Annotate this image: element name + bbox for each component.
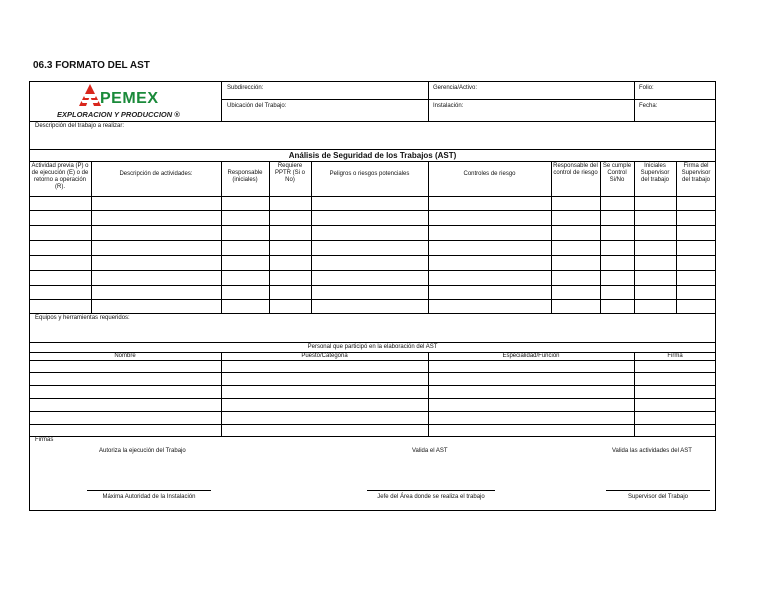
signature-line xyxy=(606,490,710,491)
pemex-logo-icon xyxy=(79,84,101,108)
header-row-divider xyxy=(221,99,716,100)
section-divider xyxy=(29,436,716,437)
header-bottom-divider xyxy=(29,121,716,122)
column-divider xyxy=(91,161,92,313)
column-divider xyxy=(600,161,601,313)
table-row xyxy=(29,385,716,386)
supervisor-label: Supervisor del Trabajo xyxy=(627,494,689,500)
table-row xyxy=(29,240,716,241)
column-header-peligros: Peligros o riesgos potenciales xyxy=(329,171,410,177)
column-divider xyxy=(428,161,429,313)
section-divider xyxy=(29,161,716,162)
personal-header-firma: Firma xyxy=(667,353,683,359)
table-row xyxy=(29,285,716,286)
valida-ast-label: Valida el AST xyxy=(412,448,448,454)
table-row xyxy=(29,210,716,211)
equipos-label: Equipos y herramientas requeridos: xyxy=(35,315,130,321)
table-row xyxy=(29,372,716,373)
ubicacion-label: Ubicación del Trabajo: xyxy=(227,103,287,109)
column-header-actividad: Actividad previa (P) o de ejecución (E) o de retorno a operación (R). xyxy=(31,163,89,190)
table-row xyxy=(29,411,716,412)
subdireccion-label: Subdirección: xyxy=(227,85,264,91)
column-header-se-cumple: Se cumple Control Si/No xyxy=(602,163,632,183)
column-header-firma: Firma del Supervisor del trabajo xyxy=(681,163,711,183)
personal-header-nombre: Nombre xyxy=(114,353,136,359)
table-row xyxy=(29,424,716,425)
descripcion-label: Descripción del trabajo a realizar: xyxy=(35,123,125,129)
signature-line xyxy=(87,490,211,491)
personal-header-especialidad: Especialidad/Función xyxy=(502,353,560,359)
section-divider xyxy=(29,342,716,343)
column-header-controles: Controles de riesgo xyxy=(463,171,516,177)
pemex-subtitle: EXPLORACION Y PRODUCCION ® xyxy=(57,110,180,119)
table-row xyxy=(29,270,716,271)
document-title: 06.3 FORMATO DEL AST xyxy=(33,60,150,71)
fecha-label: Fecha: xyxy=(639,103,658,109)
table-row xyxy=(29,398,716,399)
header-divider xyxy=(428,81,429,121)
header-divider xyxy=(634,81,635,121)
column-header-responsable: Responsable (iniciales) xyxy=(227,170,263,183)
gerencia-label: Gerencia/Activo: xyxy=(433,85,478,91)
instalacion-label: Instalación: xyxy=(433,103,464,109)
column-header-pptr: Requiere PPTR (Si o No) xyxy=(274,163,305,183)
column-divider xyxy=(311,161,312,313)
ast-form-frame xyxy=(29,81,716,511)
jefe-area-label: Jefe del Área donde se realiza el trabajo xyxy=(377,494,485,500)
column-divider xyxy=(221,161,222,313)
table-row xyxy=(29,360,716,361)
table-row xyxy=(29,313,716,314)
signature-line xyxy=(367,490,495,491)
pemex-brand: PEMEX xyxy=(100,90,159,107)
folio-label: Folio: xyxy=(639,85,654,91)
column-header-descripcion: Descripción de actividades: xyxy=(119,171,193,177)
column-divider xyxy=(269,161,270,313)
personal-title: Personal que participó en la elaboración del AST xyxy=(307,344,438,350)
column-divider xyxy=(551,161,552,313)
table-row xyxy=(29,196,716,197)
table-row xyxy=(29,299,716,300)
personal-header-puesto: Puesto/Categoria xyxy=(301,353,348,359)
ast-table-title: Análisis de Seguridad de los Trabajos (AST) xyxy=(288,151,457,160)
firmas-label: Firmas xyxy=(35,437,54,443)
table-row xyxy=(29,255,716,256)
section-divider xyxy=(29,149,716,150)
valida-actividades-label: Valida las actividades del AST xyxy=(612,448,692,454)
column-header-responsable-control: Responsable del control de riesgo xyxy=(553,163,598,176)
column-divider xyxy=(634,161,635,313)
column-header-iniciales: Iniciales Supervisor del trabajo xyxy=(640,163,670,183)
header-divider xyxy=(221,81,222,121)
autoriza-label: Autoriza la ejecución del Trabajo xyxy=(99,448,186,454)
table-row xyxy=(29,225,716,226)
maxima-autoridad-label: Máxima Autoridad de la Instalación xyxy=(102,494,196,500)
